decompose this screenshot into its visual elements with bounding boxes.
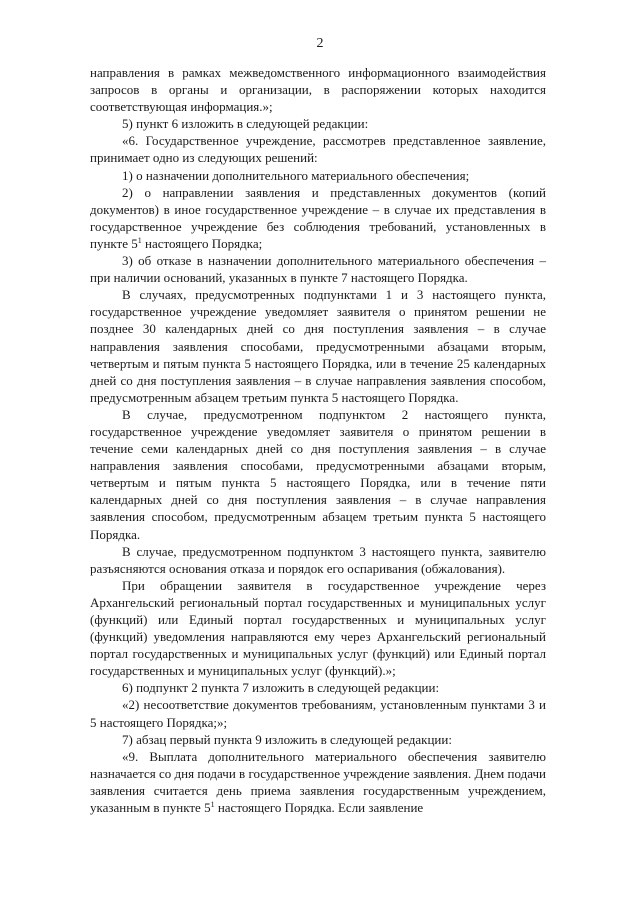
paragraph-11: 6) подпункт 2 пункта 7 изложить в следующей редакции: [122, 680, 440, 696]
paragraph-9: В случае, предусмотренном подпунктом 3 настоящего пункта, заявителю разъясняются основания отказа и порядок его оспаривания (обжалования). [90, 543, 546, 576]
paragraph-1: направления в рамках межведомственного информационного взаимодействия запросов в органы и организации, в распоряжении которых находится соответствующая информация.»; [90, 65, 546, 115]
paragraph-13: 7) абзац первый пункта 9 изложить в следующей редакции: [122, 731, 452, 747]
paragraph-8: В случае, предусмотренном подпунктом 2 настоящего пункта, государственное учреждение уведомляет заявителя о принятом решении в течение семи календарных дней со дня поступления заявления – в случае направления заявления способами, предусмотренными абзацами вторым, четвертым и пятым пункта 5 настоящего Порядка, или в течение пяти календарных дней со дня поступления заявления – в случае направления заявления способом, предусмотренным абзацем третьим пункта 5 настоящего Порядка. [90, 406, 546, 542]
paragraph-5: 2) о направлении заявления и представленных документов (копий документов) в иное государственное учреждение – в случае их представления в государственное учреждение без соблюдения требований, установленных в пункте $5^1$ настоящего Порядка; [90, 184, 546, 251]
paragraph-3: «6. Государственное учреждение, рассмотрев представленное заявление, принимает одно из следующих решений: [90, 133, 546, 166]
document-body [90, 64, 546, 816]
paragraph-7: В случаях, предусмотренных подпунктами 1 и 3 настоящего пункта, государственное учреждение уведомляет заявителя о принятом решении не позднее 30 календарных дней со дня поступления заявления – в случае направления заявления способами, предусмотренными абзацами вторым, четвертым и пятым пункта 5 настоящего Порядка, или в течение 25 календарных дней со дня поступления заявления – в случае направления заявления способом, предусмотренным абзацем третьим пункта 5 настоящего Порядка. [90, 287, 546, 405]
paragraph-2: 5) пункт 6 изложить в следующей редакции: [122, 116, 369, 132]
paragraph-12: «2) несоответствие документов требованиям, установленным пунктами 3 и 5 настоящего Порядка;»; [90, 697, 546, 730]
page-number: 2 [316, 36, 324, 51]
superscript: 1 [137, 235, 142, 245]
paragraph-6: 3) об отказе в назначении дополнительного материального обеспечения – при наличии оснований, указанных в пункте 7 настоящего Порядка. [90, 253, 546, 286]
paragraph-4: 1) о назначении дополнительного материального обеспечения; [122, 167, 470, 183]
paragraph-14: «9. Выплата дополнительного материального обеспечения заявителю назначается со дня подачи в государственное учреждение заявления. Днем подачи заявления считается день приема заявления государственным учреждением, указанным в пункте $5^1$ настоящего Порядка. Если заявление [90, 748, 546, 816]
superscript: 1 [210, 800, 215, 810]
paragraph-10: При обращении заявителя в государственное учреждение через Архангельский региональный портал государственных и муниципальных услуг (функций) или Единый портал государственных и муниципальных услуг (функций) уведомления направляются ему через Архангельский региональный портал государственных и муниципальных услуг (функций) или Единый портал государственных и муниципальных услуг (функций).»; [90, 577, 546, 679]
